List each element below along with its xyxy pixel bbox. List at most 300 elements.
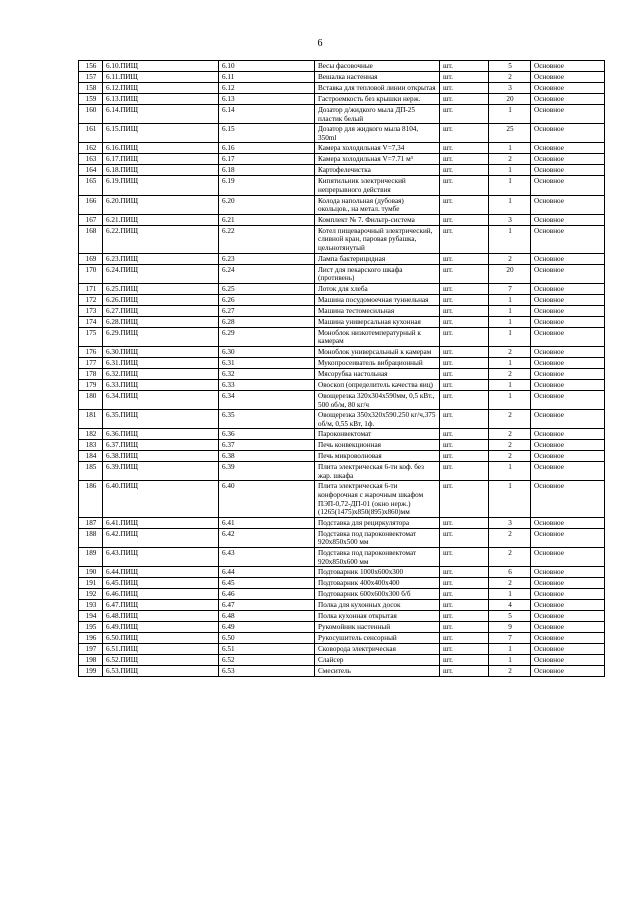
table-row xyxy=(79,429,605,440)
item-name-cell: Рукосушитель сенсорный xyxy=(315,633,440,644)
row-number-cell: 170 xyxy=(79,264,103,283)
item-name-cell: Плита электрическая 6-ти конфорочная с жарочным шкафом ПЭП-0,72-ДП-01 (окно нерж.) (1265(1475)х850(895)х860)мм xyxy=(315,481,440,517)
quantity-cell: 2 xyxy=(489,72,531,83)
inventory-code-cell: 6.49.ПИЩ xyxy=(103,622,219,633)
row-number-cell: 163 xyxy=(79,154,103,165)
quantity-cell: 25 xyxy=(489,124,531,143)
row-number-cell: 167 xyxy=(79,214,103,225)
item-name-cell: Печь микроволновая xyxy=(315,451,440,462)
table-row xyxy=(79,379,605,390)
item-name-cell: Вставка для тепловой линии открытая xyxy=(315,83,440,94)
inventory-code-cell: 6.53.ПИЩ xyxy=(103,666,219,677)
table-row xyxy=(79,481,605,517)
category-cell: Основное xyxy=(531,176,605,195)
quantity-cell: 1 xyxy=(489,390,531,409)
category-cell: Основное xyxy=(531,264,605,283)
quantity-cell: 1 xyxy=(489,176,531,195)
unit-cell: шт. xyxy=(440,283,489,294)
item-number-cell: 6.23 xyxy=(219,253,315,264)
item-number-cell: 6.15 xyxy=(219,124,315,143)
item-number-cell: 6.41 xyxy=(219,517,315,528)
unit-cell: шт. xyxy=(440,94,489,105)
inventory-code-cell: 6.18.ПИЩ xyxy=(103,165,219,176)
row-number-cell: 185 xyxy=(79,462,103,481)
table-row xyxy=(79,451,605,462)
item-name-cell: Подтоварник 1000х600х300 xyxy=(315,567,440,578)
category-cell: Основное xyxy=(531,655,605,666)
unit-cell: шт. xyxy=(440,410,489,429)
row-number-cell: 157 xyxy=(79,72,103,83)
item-number-cell: 6.29 xyxy=(219,327,315,346)
category-cell: Основное xyxy=(531,567,605,578)
row-number-cell: 199 xyxy=(79,666,103,677)
item-number-cell: 6.51 xyxy=(219,644,315,655)
item-number-cell: 6.22 xyxy=(219,225,315,253)
item-name-cell: Лоток для хлеба xyxy=(315,283,440,294)
item-number-cell: 6.17 xyxy=(219,154,315,165)
quantity-cell: 3 xyxy=(489,517,531,528)
unit-cell: шт. xyxy=(440,451,489,462)
table-row xyxy=(79,655,605,666)
row-number-cell: 165 xyxy=(79,176,103,195)
inventory-code-cell: 6.42.ПИЩ xyxy=(103,528,219,547)
item-name-cell: Смеситель xyxy=(315,666,440,677)
category-cell: Основное xyxy=(531,72,605,83)
table-row xyxy=(79,346,605,357)
quantity-cell: 1 xyxy=(489,294,531,305)
item-name-cell: Слайсер xyxy=(315,655,440,666)
item-name-cell: Овощерезка 320х304х590мм, 0,5 кВт., 500 об/м, 80 кг/ч xyxy=(315,390,440,409)
item-name-cell: Машина посудомоечная туннельная xyxy=(315,294,440,305)
category-cell: Основное xyxy=(531,451,605,462)
category-cell: Основное xyxy=(531,517,605,528)
table-row xyxy=(79,143,605,154)
category-cell: Основное xyxy=(531,611,605,622)
unit-cell: шт. xyxy=(440,517,489,528)
category-cell: Основное xyxy=(531,305,605,316)
quantity-cell: 5 xyxy=(489,61,531,72)
item-name-cell: Колода напольная (дубовая) окольцов., на метал. тумбе xyxy=(315,195,440,214)
item-name-cell: Полка кухонная открытая xyxy=(315,611,440,622)
row-number-cell: 197 xyxy=(79,644,103,655)
table-row xyxy=(79,357,605,368)
table-row xyxy=(79,294,605,305)
table-row xyxy=(79,61,605,72)
category-cell: Основное xyxy=(531,195,605,214)
item-number-cell: 6.36 xyxy=(219,429,315,440)
row-number-cell: 169 xyxy=(79,253,103,264)
quantity-cell: 2 xyxy=(489,410,531,429)
table-row xyxy=(79,410,605,429)
unit-cell: шт. xyxy=(440,481,489,517)
table-row xyxy=(79,567,605,578)
table-row xyxy=(79,578,605,589)
row-number-cell: 187 xyxy=(79,517,103,528)
table-row xyxy=(79,390,605,409)
row-number-cell: 174 xyxy=(79,316,103,327)
quantity-cell: 1 xyxy=(489,327,531,346)
item-name-cell: Подставка под пароконвектомат 920х850х600 мм xyxy=(315,548,440,567)
unit-cell: шт. xyxy=(440,165,489,176)
unit-cell: шт. xyxy=(440,124,489,143)
item-number-cell: 6.11 xyxy=(219,72,315,83)
unit-cell: шт. xyxy=(440,61,489,72)
item-number-cell: 6.14 xyxy=(219,105,315,124)
category-cell: Основное xyxy=(531,105,605,124)
item-number-cell: 6.33 xyxy=(219,379,315,390)
quantity-cell: 4 xyxy=(489,600,531,611)
item-number-cell: 6.52 xyxy=(219,655,315,666)
item-number-cell: 6.20 xyxy=(219,195,315,214)
inventory-code-cell: 6.21.ПИЩ xyxy=(103,214,219,225)
table-row xyxy=(79,195,605,214)
item-name-cell: Весы фасовочные xyxy=(315,61,440,72)
table-row xyxy=(79,94,605,105)
inventory-code-cell: 6.47.ПИЩ xyxy=(103,600,219,611)
quantity-cell: 1 xyxy=(489,105,531,124)
inventory-code-cell: 6.50.ПИЩ xyxy=(103,633,219,644)
row-number-cell: 191 xyxy=(79,578,103,589)
row-number-cell: 194 xyxy=(79,611,103,622)
quantity-cell: 5 xyxy=(489,611,531,622)
quantity-cell: 2 xyxy=(489,346,531,357)
quantity-cell: 1 xyxy=(489,305,531,316)
unit-cell: шт. xyxy=(440,105,489,124)
category-cell: Основное xyxy=(531,61,605,72)
inventory-code-cell: 6.44.ПИЩ xyxy=(103,567,219,578)
category-cell: Основное xyxy=(531,410,605,429)
unit-cell: шт. xyxy=(440,548,489,567)
item-number-cell: 6.34 xyxy=(219,390,315,409)
category-cell: Основное xyxy=(531,368,605,379)
category-cell: Основное xyxy=(531,165,605,176)
item-name-cell: Моноблок универсальный к камерам xyxy=(315,346,440,357)
quantity-cell: 20 xyxy=(489,264,531,283)
row-number-cell: 190 xyxy=(79,567,103,578)
item-name-cell: Плита электрическая 6-ти коф. без жар. шкафа xyxy=(315,462,440,481)
table-row xyxy=(79,165,605,176)
quantity-cell: 1 xyxy=(489,462,531,481)
item-number-cell: 6.35 xyxy=(219,410,315,429)
unit-cell: шт. xyxy=(440,611,489,622)
item-number-cell: 6.32 xyxy=(219,368,315,379)
item-number-cell: 6.42 xyxy=(219,528,315,547)
unit-cell: шт. xyxy=(440,83,489,94)
table-row xyxy=(79,124,605,143)
item-name-cell: Камера холодильная V=7.71 м³ xyxy=(315,154,440,165)
category-cell: Основное xyxy=(531,316,605,327)
item-name-cell: Машина тестомесильная xyxy=(315,305,440,316)
unit-cell: шт. xyxy=(440,327,489,346)
inventory-code-cell: 6.31.ПИЩ xyxy=(103,357,219,368)
quantity-cell: 2 xyxy=(489,440,531,451)
unit-cell: шт. xyxy=(440,429,489,440)
quantity-cell: 1 xyxy=(489,379,531,390)
inventory-code-cell: 6.36.ПИЩ xyxy=(103,429,219,440)
item-number-cell: 6.50 xyxy=(219,633,315,644)
unit-cell: шт. xyxy=(440,305,489,316)
inventory-code-cell: 6.16.ПИЩ xyxy=(103,143,219,154)
item-name-cell: Комплект № 7. Фильтр-система xyxy=(315,214,440,225)
inventory-code-cell: 6.12.ПИЩ xyxy=(103,83,219,94)
unit-cell: шт. xyxy=(440,379,489,390)
row-number-cell: 192 xyxy=(79,589,103,600)
item-number-cell: 6.31 xyxy=(219,357,315,368)
quantity-cell: 2 xyxy=(489,451,531,462)
row-number-cell: 168 xyxy=(79,225,103,253)
category-cell: Основное xyxy=(531,548,605,567)
unit-cell: шт. xyxy=(440,462,489,481)
quantity-cell: 1 xyxy=(489,589,531,600)
unit-cell: шт. xyxy=(440,225,489,253)
table-row xyxy=(79,548,605,567)
table-row xyxy=(79,633,605,644)
row-number-cell: 166 xyxy=(79,195,103,214)
table-row xyxy=(79,462,605,481)
category-cell: Основное xyxy=(531,346,605,357)
item-number-cell: 6.46 xyxy=(219,589,315,600)
item-number-cell: 6.37 xyxy=(219,440,315,451)
inventory-code-cell: 6.24.ПИЩ xyxy=(103,264,219,283)
row-number-cell: 173 xyxy=(79,305,103,316)
inventory-code-cell: 6.19.ПИЩ xyxy=(103,176,219,195)
inventory-code-cell: 6.32.ПИЩ xyxy=(103,368,219,379)
inventory-code-cell: 6.25.ПИЩ xyxy=(103,283,219,294)
unit-cell: шт. xyxy=(440,666,489,677)
item-number-cell: 6.30 xyxy=(219,346,315,357)
table-row xyxy=(79,368,605,379)
item-number-cell: 6.18 xyxy=(219,165,315,176)
quantity-cell: 2 xyxy=(489,666,531,677)
unit-cell: шт. xyxy=(440,253,489,264)
table-row xyxy=(79,440,605,451)
item-name-cell: Полка для кухонных досок xyxy=(315,600,440,611)
unit-cell: шт. xyxy=(440,567,489,578)
row-number-cell: 161 xyxy=(79,124,103,143)
item-number-cell: 6.48 xyxy=(219,611,315,622)
item-number-cell: 6.13 xyxy=(219,94,315,105)
item-number-cell: 6.38 xyxy=(219,451,315,462)
item-name-cell: Овоскоп (определитель качества яиц) xyxy=(315,379,440,390)
item-name-cell: Рукомойник настенный xyxy=(315,622,440,633)
inventory-code-cell: 6.35.ПИЩ xyxy=(103,410,219,429)
item-name-cell: Кипятильник электрический непрерывного действия xyxy=(315,176,440,195)
unit-cell: шт. xyxy=(440,578,489,589)
item-number-cell: 6.44 xyxy=(219,567,315,578)
unit-cell: шт. xyxy=(440,622,489,633)
inventory-code-cell: 6.10.ПИЩ xyxy=(103,61,219,72)
item-name-cell: Пароконвектомат xyxy=(315,429,440,440)
row-number-cell: 164 xyxy=(79,165,103,176)
quantity-cell: 1 xyxy=(489,143,531,154)
table-row xyxy=(79,264,605,283)
inventory-code-cell: 6.51.ПИЩ xyxy=(103,644,219,655)
table-row xyxy=(79,644,605,655)
quantity-cell: 2 xyxy=(489,368,531,379)
quantity-cell: 1 xyxy=(489,225,531,253)
inventory-code-cell: 6.15.ПИЩ xyxy=(103,124,219,143)
item-name-cell: Подставка под пароконвектомат 920х850х500 мм xyxy=(315,528,440,547)
row-number-cell: 176 xyxy=(79,346,103,357)
inventory-code-cell: 6.34.ПИЩ xyxy=(103,390,219,409)
row-number-cell: 182 xyxy=(79,429,103,440)
item-name-cell: Подтоварник 600х600х300 б/б xyxy=(315,589,440,600)
unit-cell: шт. xyxy=(440,264,489,283)
unit-cell: шт. xyxy=(440,154,489,165)
item-number-cell: 6.12 xyxy=(219,83,315,94)
category-cell: Основное xyxy=(531,578,605,589)
item-number-cell: 6.53 xyxy=(219,666,315,677)
inventory-code-cell: 6.29.ПИЩ xyxy=(103,327,219,346)
inventory-code-cell: 6.20.ПИЩ xyxy=(103,195,219,214)
category-cell: Основное xyxy=(531,214,605,225)
inventory-code-cell: 6.23.ПИЩ xyxy=(103,253,219,264)
table-row xyxy=(79,283,605,294)
item-number-cell: 6.49 xyxy=(219,622,315,633)
item-name-cell: Камера холодильная V=7,34 xyxy=(315,143,440,154)
item-name-cell: Котел пищеварочный электрический, сливной кран, паровая рубашка, цельнотянутый xyxy=(315,225,440,253)
quantity-cell: 2 xyxy=(489,548,531,567)
table-row xyxy=(79,622,605,633)
category-cell: Основное xyxy=(531,283,605,294)
quantity-cell: 20 xyxy=(489,94,531,105)
row-number-cell: 162 xyxy=(79,143,103,154)
table-row xyxy=(79,316,605,327)
item-name-cell: Лампа бактерицидная xyxy=(315,253,440,264)
unit-cell: шт. xyxy=(440,368,489,379)
quantity-cell: 2 xyxy=(489,528,531,547)
item-number-cell: 6.43 xyxy=(219,548,315,567)
quantity-cell: 1 xyxy=(489,655,531,666)
category-cell: Основное xyxy=(531,462,605,481)
category-cell: Основное xyxy=(531,528,605,547)
item-name-cell: Мясорубка настольная xyxy=(315,368,440,379)
inventory-code-cell: 6.30.ПИЩ xyxy=(103,346,219,357)
category-cell: Основное xyxy=(531,622,605,633)
row-number-cell: 160 xyxy=(79,105,103,124)
unit-cell: шт. xyxy=(440,528,489,547)
unit-cell: шт. xyxy=(440,72,489,83)
inventory-code-cell: 6.38.ПИЩ xyxy=(103,451,219,462)
inventory-code-cell: 6.39.ПИЩ xyxy=(103,462,219,481)
row-number-cell: 158 xyxy=(79,83,103,94)
row-number-cell: 159 xyxy=(79,94,103,105)
item-number-cell: 6.26 xyxy=(219,294,315,305)
item-name-cell: Подставка для рециркулятора xyxy=(315,517,440,528)
unit-cell: шт. xyxy=(440,644,489,655)
table-row xyxy=(79,327,605,346)
quantity-cell: 1 xyxy=(489,316,531,327)
inventory-code-cell: 6.33.ПИЩ xyxy=(103,379,219,390)
item-number-cell: 6.27 xyxy=(219,305,315,316)
inventory-code-cell: 6.37.ПИЩ xyxy=(103,440,219,451)
item-name-cell: Моноблок низкотемпературный к камерам xyxy=(315,327,440,346)
category-cell: Основное xyxy=(531,83,605,94)
table-row xyxy=(79,105,605,124)
table-row xyxy=(79,666,605,677)
table-row xyxy=(79,83,605,94)
page-number: 6 xyxy=(317,38,323,49)
category-cell: Основное xyxy=(531,124,605,143)
row-number-cell: 175 xyxy=(79,327,103,346)
inventory-table xyxy=(78,60,605,677)
inventory-code-cell: 6.28.ПИЩ xyxy=(103,316,219,327)
item-number-cell: 6.16 xyxy=(219,143,315,154)
table-row xyxy=(79,176,605,195)
quantity-cell: 6 xyxy=(489,567,531,578)
category-cell: Основное xyxy=(531,600,605,611)
quantity-cell: 1 xyxy=(489,481,531,517)
item-name-cell: Машина универсальная кухонная xyxy=(315,316,440,327)
quantity-cell: 7 xyxy=(489,633,531,644)
category-cell: Основное xyxy=(531,154,605,165)
category-cell: Основное xyxy=(531,429,605,440)
inventory-code-cell: 6.46.ПИЩ xyxy=(103,589,219,600)
table-row xyxy=(79,589,605,600)
item-number-cell: 6.47 xyxy=(219,600,315,611)
unit-cell: шт. xyxy=(440,316,489,327)
inventory-code-cell: 6.48.ПИЩ xyxy=(103,611,219,622)
row-number-cell: 195 xyxy=(79,622,103,633)
category-cell: Основное xyxy=(531,666,605,677)
item-number-cell: 6.10 xyxy=(219,61,315,72)
table-row xyxy=(79,611,605,622)
item-name-cell: Печь конвекционная xyxy=(315,440,440,451)
quantity-cell: 1 xyxy=(489,357,531,368)
unit-cell: шт. xyxy=(440,214,489,225)
unit-cell: шт. xyxy=(440,600,489,611)
table-row xyxy=(79,600,605,611)
quantity-cell: 2 xyxy=(489,154,531,165)
table-row xyxy=(79,517,605,528)
inventory-code-cell: 6.13.ПИЩ xyxy=(103,94,219,105)
inventory-table-body xyxy=(79,61,605,677)
table-row xyxy=(79,253,605,264)
inventory-code-cell: 6.40.ПИЩ xyxy=(103,481,219,517)
unit-cell: шт. xyxy=(440,195,489,214)
item-name-cell: Лист для пекарского шкафа (противень) xyxy=(315,264,440,283)
category-cell: Основное xyxy=(531,481,605,517)
item-name-cell: Мукопросеиватель вибрационный xyxy=(315,357,440,368)
quantity-cell: 7 xyxy=(489,283,531,294)
row-number-cell: 188 xyxy=(79,528,103,547)
row-number-cell: 196 xyxy=(79,633,103,644)
inventory-code-cell: 6.43.ПИЩ xyxy=(103,548,219,567)
inventory-code-cell: 6.11.ПИЩ xyxy=(103,72,219,83)
table-row xyxy=(79,225,605,253)
category-cell: Основное xyxy=(531,357,605,368)
category-cell: Основное xyxy=(531,294,605,305)
quantity-cell: 3 xyxy=(489,83,531,94)
item-number-cell: 6.24 xyxy=(219,264,315,283)
unit-cell: шт. xyxy=(440,357,489,368)
item-name-cell: Дозатор для жидкого мыла 8104, 350ml xyxy=(315,124,440,143)
table-row xyxy=(79,214,605,225)
inventory-code-cell: 6.14.ПИЩ xyxy=(103,105,219,124)
item-number-cell: 6.28 xyxy=(219,316,315,327)
inventory-code-cell: 6.45.ПИЩ xyxy=(103,578,219,589)
quantity-cell: 1 xyxy=(489,644,531,655)
row-number-cell: 172 xyxy=(79,294,103,305)
item-number-cell: 6.21 xyxy=(219,214,315,225)
table-row xyxy=(79,528,605,547)
quantity-cell: 9 xyxy=(489,622,531,633)
unit-cell: шт. xyxy=(440,346,489,357)
row-number-cell: 171 xyxy=(79,283,103,294)
item-number-cell: 6.45 xyxy=(219,578,315,589)
category-cell: Основное xyxy=(531,589,605,600)
inventory-code-cell: 6.41.ПИЩ xyxy=(103,517,219,528)
